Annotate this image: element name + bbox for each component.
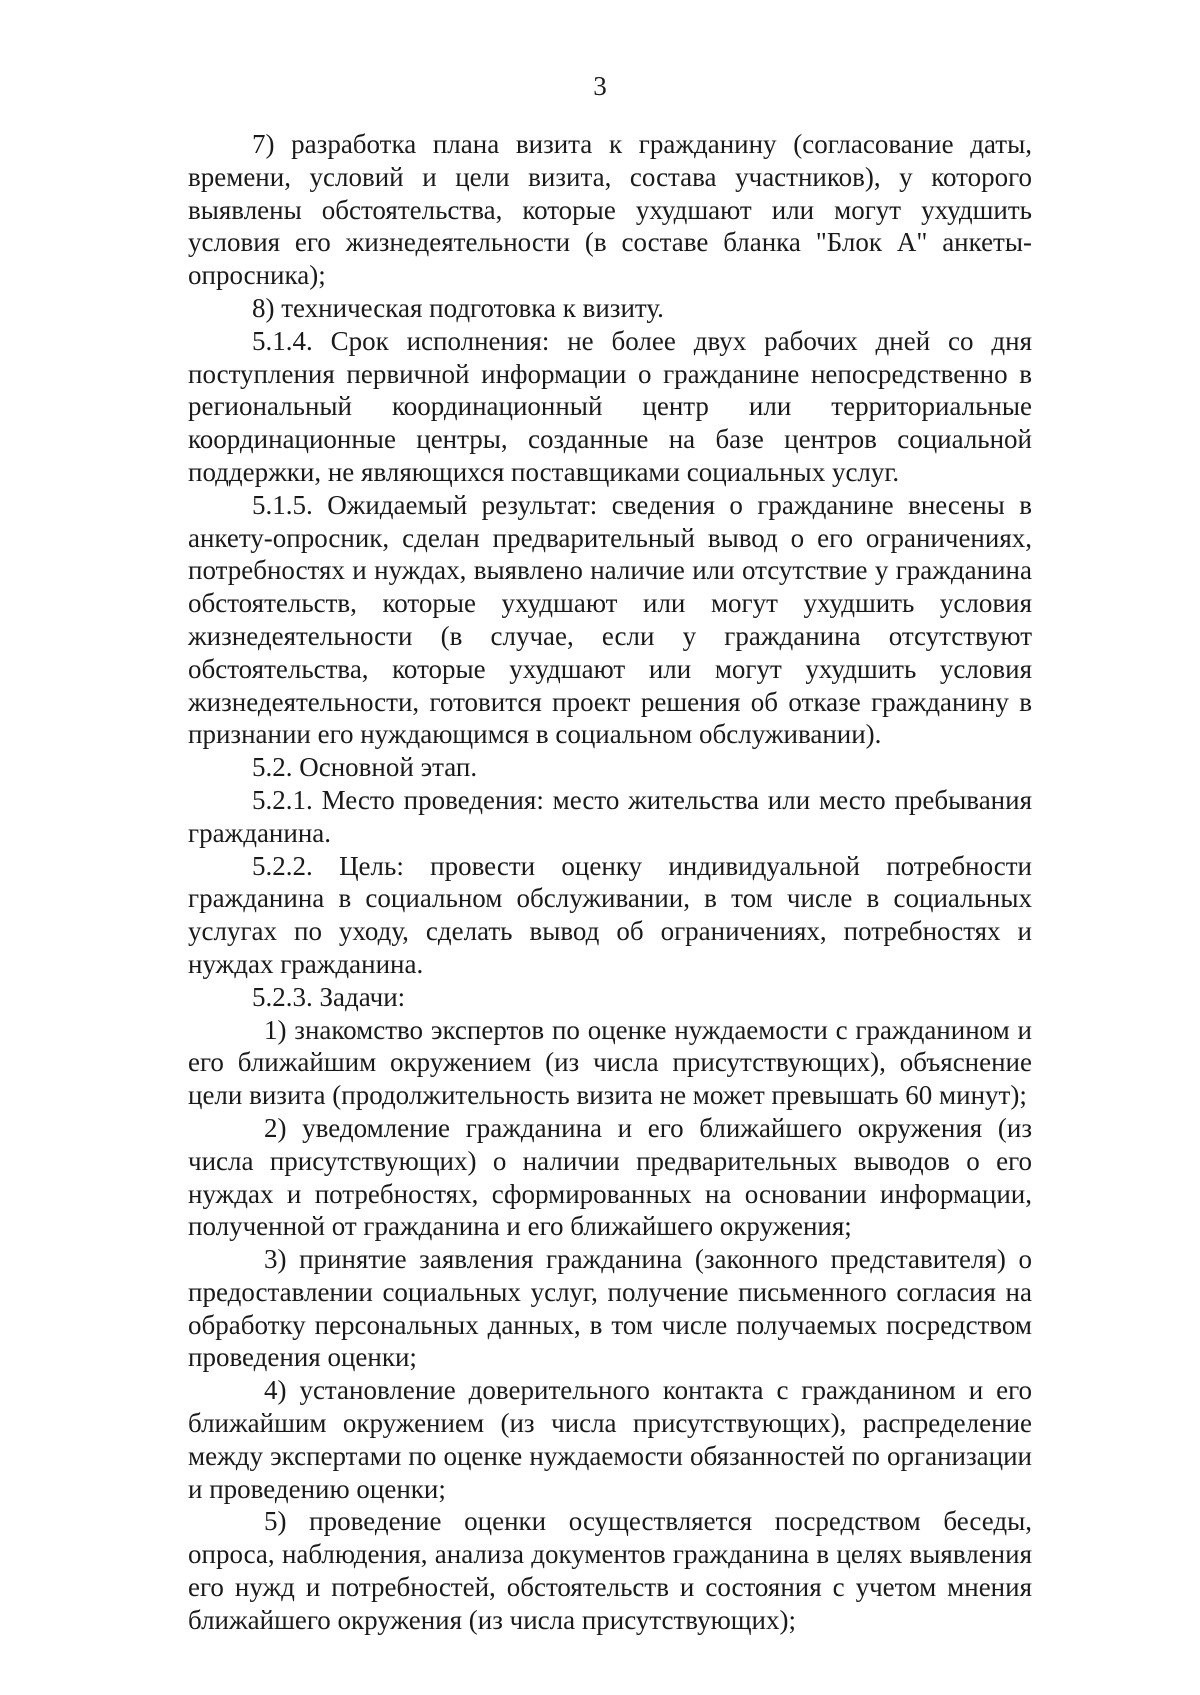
paragraph-item-7: 7) разработка плана визита к гражданину (согласование даты, времени, условий и цели визита, состава участников), у которого выявлены обстоятельства, которые ухудшают или могут ухудшить условия его жизнедеятельности (в составе бланка "Блок А" анкеты-опросника); (188, 129, 1032, 291)
document-body (188, 128, 1032, 1637)
paragraph-5-2-2: 5.2.2. Цель: провести оценку индивидуальной потребности гражданина в социальном обслуживании, в том числе в социальных услугах по уходу, сделать вывод об ограничениях, потребностях и нуждах гражданина. (188, 850, 1032, 979)
task-item-2: 2) уведомление гражданина и его ближайшего окружения (из числа присутствующих) о наличии предварительных выводов о его нуждах и потребностях, сформированных на основании информации, полученной от гражданина и его ближайшего окружения; (188, 1112, 1032, 1242)
paragraph-5-2-3: 5.2.3. Задачи: (252, 981, 406, 1012)
task-item-4: 4) установление доверительного контакта с гражданином и его ближайшим окружением (из числа присутствующих), распределение между экспертами по оценке нуждаемости обязанностей по организации и проведению оценки; (188, 1375, 1032, 1504)
paragraph-5-2: 5.2. Основной этап. (252, 752, 478, 783)
task-item-5: 5) проведение оценки осуществляется посредством беседы, опроса, наблюдения, анализа документов гражданина в целях выявления его нужд и потребностей, обстоятельств и состояния с учетом мнения ближайшего окружения (из числа присутствующих); (188, 1506, 1032, 1635)
paragraph-5-1-5: 5.1.5. Ожидаемый результат: сведения о гражданине внесены в анкету-опросник, сделан предварительный вывод о его ограничениях, потребностях и нуждах, выявлено наличие или отсутствие у гражданина обстоятельств, которые ухудшают или могут ухудшить условия жизнедеятельности (в случае, если у гражданина отсутствуют обстоятельства, которые ухудшают или могут ухудшить условия жизнедеятельности, готовится проект решения об отказе гражданину в признании его нуждающимся в социальном обслуживании). (188, 489, 1032, 750)
page-number: 3 (593, 71, 607, 101)
task-item-3: 3) принятие заявления гражданина (законного представителя) о предоставлении социальных услуг, получение письменного согласия на обработку персональных данных, в том числе получаемых посредством проведения оценки; (188, 1244, 1032, 1373)
paragraph-5-1-4: 5.1.4. Срок исполнения: не более двух рабочих дней со дня поступления первичной информации о гражданине непосредственно в региональный координационный центр или территориальные координационные центры, созданные на базе центров социальной поддержки, не являющихся поставщиками социальных услуг. (188, 325, 1032, 487)
task-item-1: 1) знакомство экспертов по оценке нуждаемости с гражданином и его ближайшим окружением (из числа присутствующих), объяснение цели визита (продолжительность визита не может превышать 60 минут); (188, 1014, 1032, 1111)
paragraph-5-2-1: 5.2.1. Место проведения: место жительства или место пребывания гражданина. (188, 784, 1032, 848)
paragraph-item-8: 8) техническая подготовка к визиту. (252, 292, 664, 323)
